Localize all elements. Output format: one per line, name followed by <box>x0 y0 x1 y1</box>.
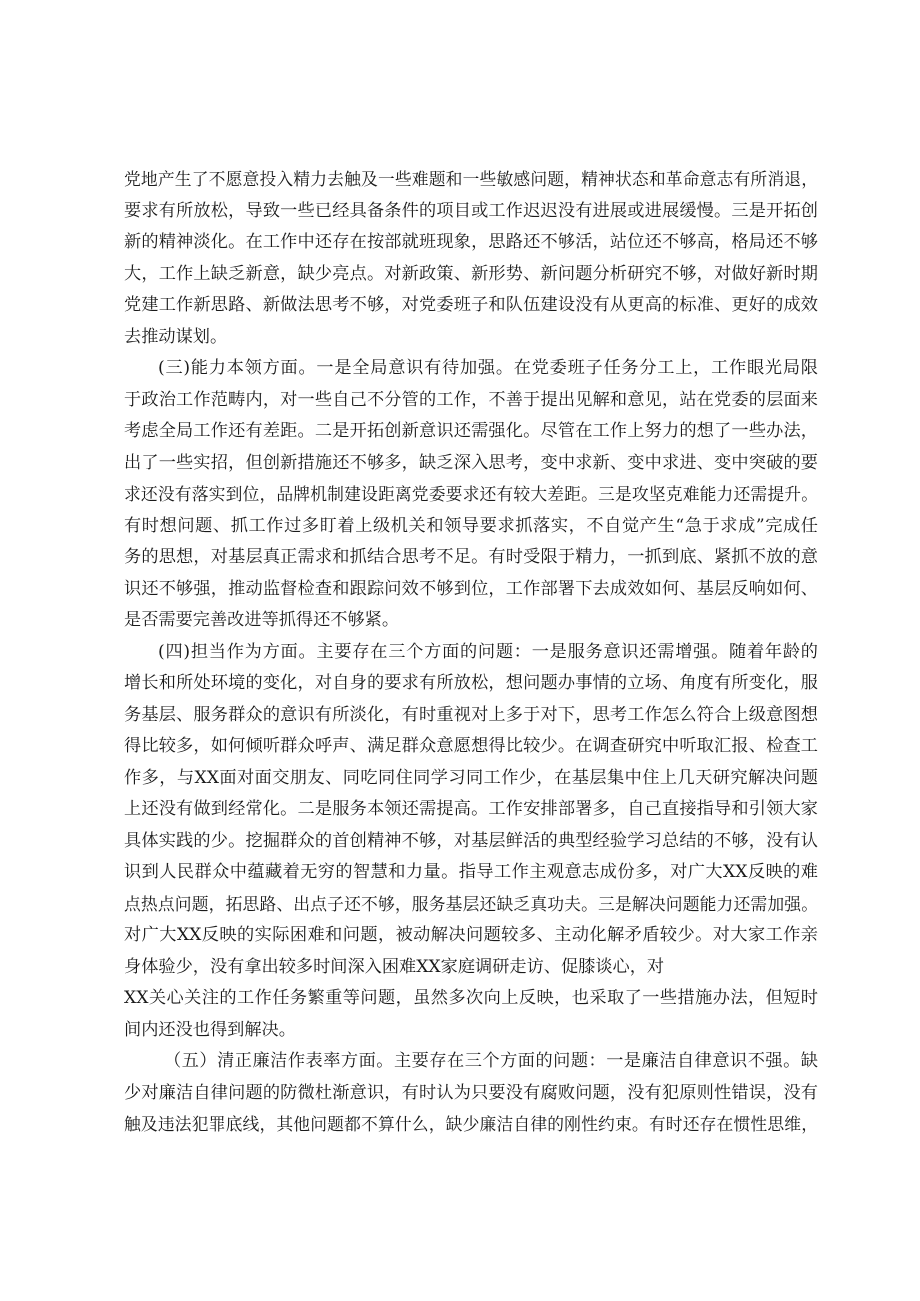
text-line: 识还不够强，推动监督检查和跟踪问效不够到位，工作部署下去成效如何、基层反响如何、 <box>124 578 818 599</box>
text-line: 新的精神淡化。在工作中还存在按部就班现象，思路还不够活，站位还不够高，格局还不够 <box>124 232 818 252</box>
text-line: 具体实践的少。挖掘群众的首创精神不够，对基层鲜活的典型经验学习总结的不够，没有认 <box>124 830 818 851</box>
text-line: 对广大XX反映的实际困难和问题，被动解决问题较多、主动化解矛盾较少。对大家工作亲 <box>124 925 818 945</box>
text-line: 求还没有落实到位，品牌机制建设距离党委要求还有较大差距。三是攻坚克难能力还需提升。 <box>124 484 818 504</box>
text-line: 考虑全局工作还有差距。二是开拓创新意识还需强化。尽管在工作上努力的想了一些办法， <box>124 421 818 441</box>
paragraph-heading-line: (四)担当作为方面。主要存在三个方面的问题：一是服务意识还需增强。随着年龄的 <box>158 641 818 662</box>
document-body <box>124 164 818 1141</box>
text-line: 党建工作新思路、新做法思考不够，对党委班子和队伍建设没有从更高的标准、更好的成效 <box>124 295 818 315</box>
text-line: 是否需要完善改进等抓得还不够紧。 <box>124 610 400 630</box>
text-line: XX关心关注的工作任务繁重等问题，虽然多次向上反映，也采取了一些措施办法，但短时 <box>124 988 818 1008</box>
text-line: 党地产生了不愿意投入精力去触及一些难题和一些敏感问题，精神状态和革命意志有所消退， <box>124 169 818 189</box>
paragraph-heading-line: (三)能力本领方面。一是全局意识有待加强。在党委班子任务分工上，工作眼光局限 <box>158 358 818 378</box>
paragraph-heading-line: （五）清正廉洁作表率方面。主要存在三个方面的问题：一是廉洁自律意识不强。缺 <box>164 1051 818 1071</box>
text-line: 去推动谋划。 <box>124 326 228 347</box>
text-line: 要求有所放松，导致一些已经具备条件的项目或工作迟迟没有进展或进展缓慢。三是开拓创 <box>124 200 818 221</box>
text-line: 务的思想，对基层真正需求和抓结合思考不足。有时受限于精力，一抓到底、紧抓不放的意 <box>124 547 818 567</box>
text-line: 于政治工作范畴内，对一些自己不分管的工作，不善于提出见解和意见，站在党委的层面来 <box>124 389 818 410</box>
text-line: 有时想问题、抓工作过多盯着上级机关和领导要求抓落实，不自觉产生“急于求成”完成任 <box>124 515 818 536</box>
text-line: 身体验少，没有拿出较多时间深入困难XX家庭调研走访、促膝谈心，对 <box>124 956 665 977</box>
text-line: 少对廉洁自律问题的防微杜渐意识，有时认为只要没有腐败问题，没有犯原则性错误，没有 <box>124 1082 818 1103</box>
text-line: 触及违法犯罪底线，其他问题都不算什么，缺少廉洁自律的刚性约束。有时还存在惯性思维， <box>124 1114 818 1134</box>
text-line: 务基层、服务群众的意识有所淡化，有时重视对上多于对下，思考工作怎么符合上级意图想 <box>124 704 818 725</box>
text-line: 大，工作上缺乏新意，缺少亮点。对新政策、新形势、新问题分析研究不够，对做好新时期 <box>124 263 818 284</box>
text-line: 间内还没也得到解决。 <box>124 1019 296 1040</box>
text-line: 增长和所处环境的变化，对自身的要求有所放松，想问题办事情的立场、角度有所变化，服 <box>124 673 818 693</box>
text-line: 上还没有做到经常化。二是服务本领还需提高。工作安排部署多，自己直接指导和引领大家 <box>124 799 818 819</box>
text-line: 点热点问题，拓思路、出点子还不够，服务基层还缺乏真功夫。三是解决问题能力还需加强。 <box>124 893 818 914</box>
text-line: 出了一些实招，但创新措施还不够多，缺乏深入思考，变中求新、变中求进、变中突破的要 <box>124 452 818 473</box>
text-line: 作多，与XX面对面交朋友、同吃同住同学习同工作少，在基层集中住上几天研究解决问题 <box>124 767 818 788</box>
text-line: 识到人民群众中蕴藏着无穷的智慧和力量。指导工作主观意志成份多，对广大XX反映的难 <box>124 862 818 882</box>
text-line: 得比较多，如何倾听群众呼声、满足群众意愿想得比较少。在调查研究中听取汇报、检查工 <box>124 736 818 756</box>
